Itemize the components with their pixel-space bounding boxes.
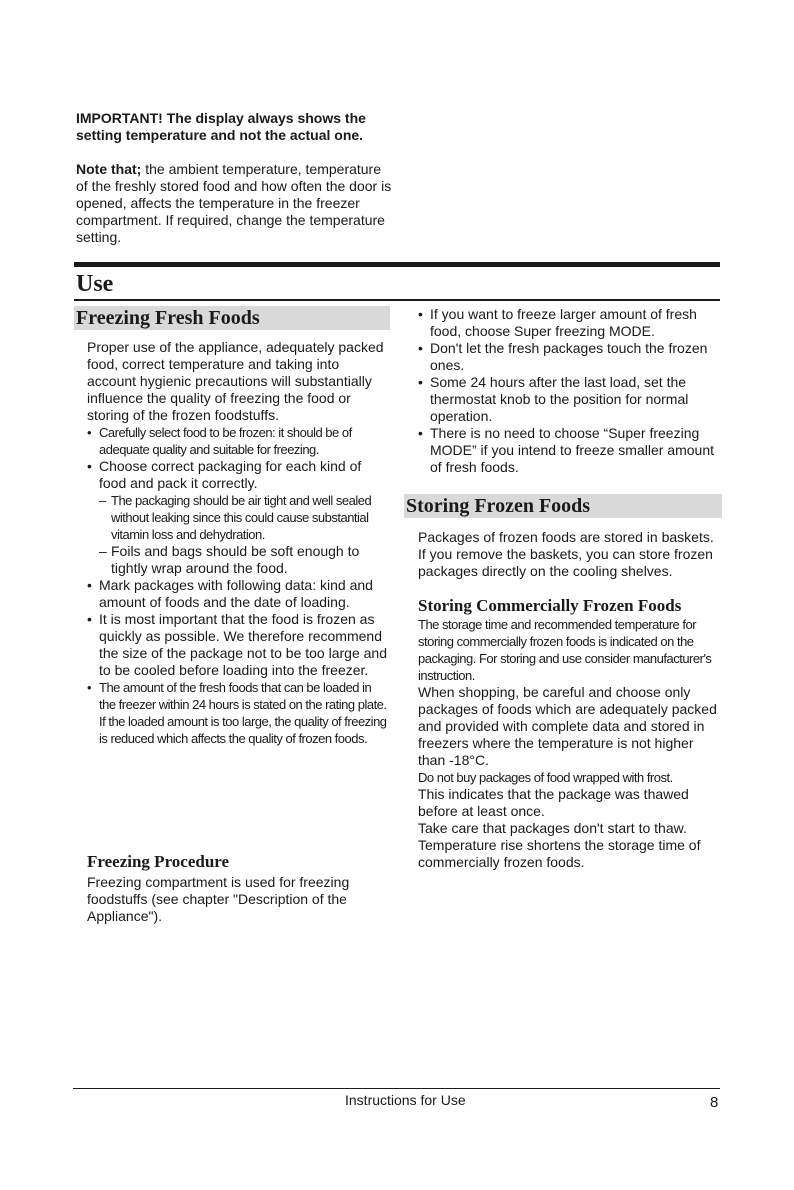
commercial-body [418,616,720,871]
freezing-procedure-heading: Freezing Procedure [87,852,230,871]
list-item-text: Choose correct packaging for each kind of food and pack it correctly. [99,458,362,491]
sub-list-item: – The packaging should be air tight and well sealed without leaking since this could cause substantial vitamin loss and dehydration. [99,492,387,543]
list-item: • There is no need to choose “Super freezing MODE” if you intend to freeze smaller amount of fresh foods. [418,425,718,476]
freezing-fresh-right-list [418,306,718,476]
section-rule-thin [74,299,720,301]
freezing-fresh-left-column [87,339,387,747]
note-label: Note that; [76,161,142,177]
footer-title: Instructions for Use [345,1092,466,1108]
freezing-fresh-heading: Freezing Fresh Foods [74,306,390,330]
packaging-sublist [99,492,387,577]
list-item: • If you want to freeze larger amount of fresh food, choose Super freezing MODE. [418,306,718,340]
footer-rule [73,1088,720,1089]
storing-frozen-text: Packages of frozen foods are stored in baskets. If you remove the baskets, you can store frozen packages directly on the cooling shelves. [418,529,714,579]
list-item: • Carefully select food to be frozen: it should be of adequate quality and suitable for freezing. [87,424,387,458]
freezing-procedure-text: Freezing compartment is used for freezing foodstuffs (see chapter "Description of the Appliance"). [87,874,350,924]
list-item: • Don't let the fresh packages touch the frozen ones. [418,340,718,374]
commercial-heading: Storing Commercially Frozen Foods [418,596,682,615]
list-item: • It is most important that the food is frozen as quickly as possible. We therefore recommend the size of the package not to be too large and to be cooled before loading into the freezer. [87,611,387,679]
list-item: • Mark packages with following data: kind and amount of foods and the date of loading. [87,577,387,611]
freezing-fresh-intro: Proper use of the appliance, adequately packed food, correct temperature and taking into account hygienic precautions will substantially influence the quality of freezing the food or storing of the frozen foodstuffs. [87,339,384,423]
commercial-p5: Take care that packages don't start to thaw. Temperature rise shortens the storage time of commercially frozen foods. [418,820,701,870]
list-item [87,458,387,577]
note-text: the ambient temperature, temperature of the freshly stored food and how often the door is opened, affects the temperature in the freezer compartment. If required, change the temperature setting. [76,161,392,245]
commercial-p2: When shopping, be careful and choose only packages of foods which are adequately packed and provided with complete data and stored in freezers where the temperature is not higher than -18°C. [418,684,717,768]
commercial-p4: This indicates that the package was thawed before at least once. [418,786,689,819]
storing-frozen-heading: Storing Frozen Foods [404,494,722,518]
important-notice: IMPORTANT! The display always shows the setting temperature and not the actual one. [76,110,366,143]
sub-list-item: – Foils and bags should be soft enough to tightly wrap around the food. [99,543,387,577]
commercial-p1: The storage time and recommended temperature for storing commercially frozen foods is indicated on the packaging. For storing and use consider manufacturer's instruction. [418,617,712,683]
note-paragraph [76,161,396,246]
section-title: Use [76,271,114,297]
commercial-p3: Do not buy packages of food wrapped with frost. [418,770,673,785]
freezing-fresh-list [87,424,387,747]
section-rule-thick [74,262,720,267]
list-item: • Some 24 hours after the last load, set the thermostat knob to the position for normal operation. [418,374,718,425]
list-item: • The amount of the fresh foods that can be loaded in the freezer within 24 hours is stated on the rating plate. If the loaded amount is too large, the quality of freezing is reduced which affects the quality of frozen foods. [87,679,387,747]
page-number: 8 [710,1094,719,1111]
